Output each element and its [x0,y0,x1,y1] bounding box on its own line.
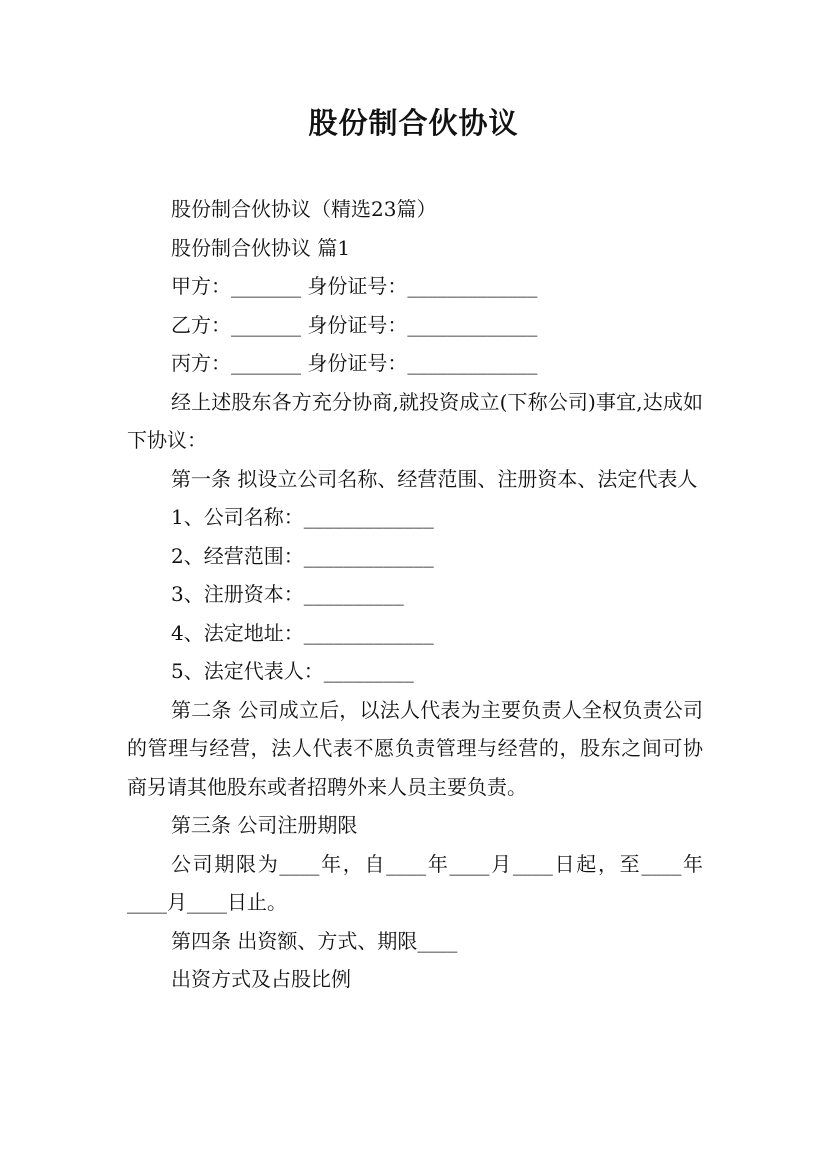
registered-capital-line: 3、注册资本：__________ [171,582,404,606]
article-1-heading: 第一条 拟设立公司名称、经营范围、注册资本、法定代表人 [171,466,698,491]
article-2-paragraph: 第二条 公司成立后，以法人代表为主要负责人全权负责公司的管理与经营，法人代表不愿负责管理与经营的，股东之间可协商另请其他股东或者招聘外来人员主要负责。 [127,697,703,799]
document-title: 股份制合伙协议 [308,106,519,140]
legal-representative-line: 5、法定代表人：_________ [171,659,414,683]
paragraph-preamble: 经上述股东各方充分协商,就投资成立(下称公司)事宜,达成如下协议： [127,389,703,452]
party-b-line: 乙方：_______ 身份证号：_____________ [171,312,538,337]
paragraph-section-heading: 股份制合伙协议 篇1 [171,235,351,260]
term-paragraph: 公司期限为____年，自____年____月____日起，至____年____月____日止。 [127,851,703,914]
party-a-line: 甲方：_______ 身份证号：_____________ [171,274,538,298]
party-c-line: 丙方：_______ 身份证号：_____________ [171,351,538,375]
paragraph-subtitle: 股份制合伙协议（精选23篇） [171,197,437,221]
article-3-heading: 第三条 公司注册期限 [171,813,358,837]
document-body [127,190,703,999]
article-4-heading: 第四条 出资额、方式、期限____ [171,928,458,953]
company-name-line: 1、公司名称：_____________ [171,505,434,529]
business-scope-line: 2、经营范围：_____________ [171,543,434,568]
contribution-method-line: 出资方式及占股比例 [171,967,351,991]
legal-address-line: 4、法定地址：_____________ [171,620,434,645]
